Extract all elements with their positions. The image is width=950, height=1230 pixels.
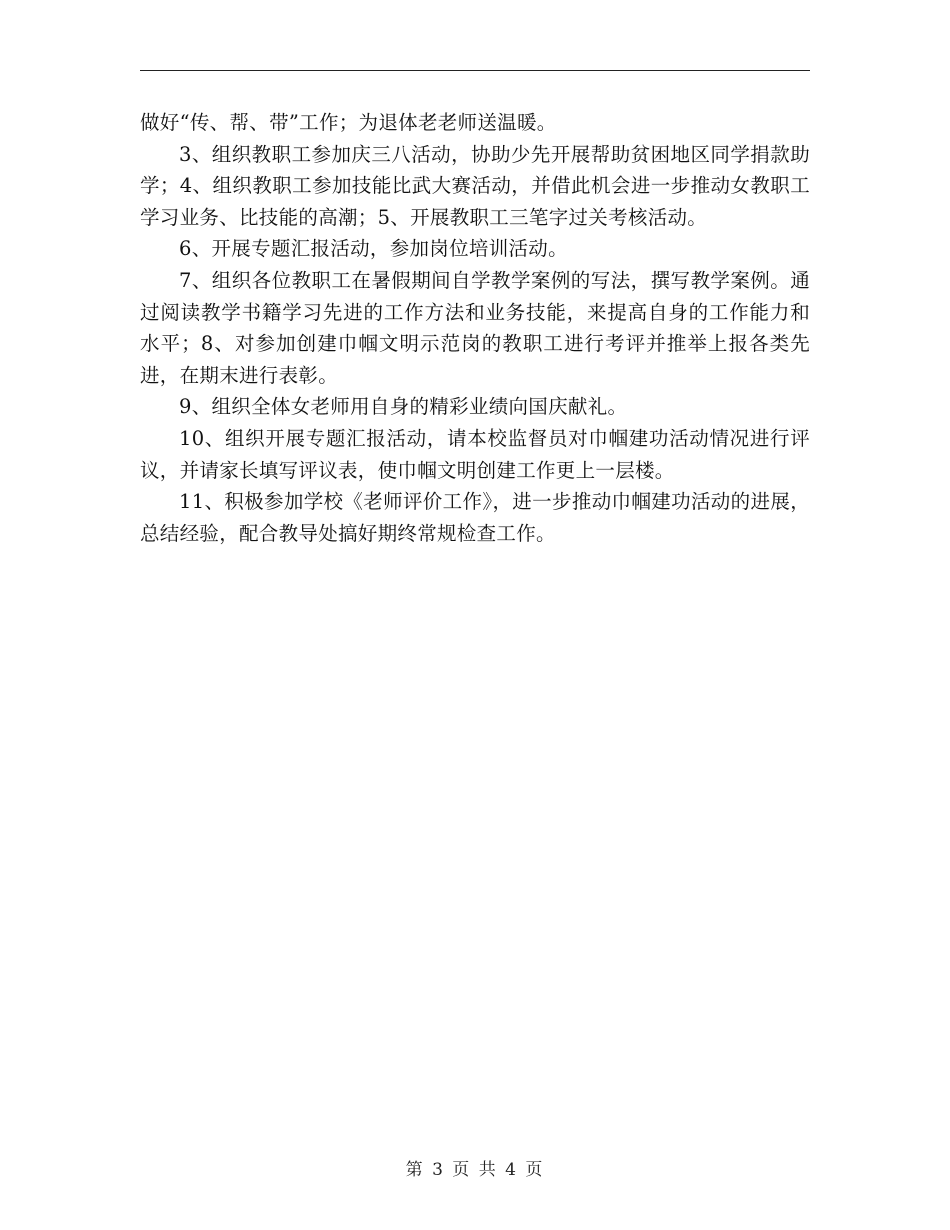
page-number-label: 第 3 页 共 4 页 xyxy=(405,1160,545,1180)
paragraph-item-11: 11、积极参加学校《老师评价工作》，进一步推动巾帼建功活动的进展，总结经验，配合教导处搞好期终常规检查工作。 xyxy=(140,490,810,545)
page-footer xyxy=(0,1155,950,1180)
header-rule xyxy=(140,70,810,71)
paragraph-item-3: 3、组织教职工参加庆三八活动，协助少先开展帮助贫困地区同学捐款助学；4、组织教职工参加技能比武大赛活动，并借此机会进一步推动女教职工学习业务、比技能的高潮；5、开展教职工三笔字过关考核活动。 xyxy=(140,142,810,229)
paragraph-continuation: 做好“传、帮、带”工作；为退体老老师送温暖。 xyxy=(140,111,557,134)
paragraph-item-6: 6、开展专题汇报活动，参加岗位培训活动。 xyxy=(179,237,568,261)
paragraph-item-9: 9、组织全体女老师用自身的精彩业绩向国庆献礼。 xyxy=(179,395,628,419)
document-body xyxy=(140,107,810,549)
paragraph-item-7: 7、组织各位教职工在暑假期间自学教学案例的写法，撰写教学案例。通过阅读教学书籍学习先进的工作方法和业务技能，来提高自身的工作能力和水平；8、对参加创建巾帼文明示范岗的教职工进行考评并推举上报各类先进，在期末进行表彰。 xyxy=(140,268,810,387)
paragraph-item-10: 10、组织开展专题汇报活动，请本校监督员对巾帼建功活动情况进行评议，并请家长填写评议表，使巾帼文明创建工作更上一层楼。 xyxy=(140,426,810,482)
